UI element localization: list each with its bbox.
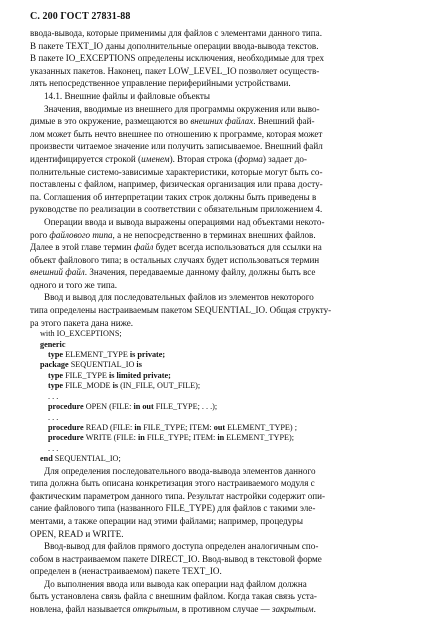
text-line: определен в (ненастраиваемом) пакете TEXT_IO.: [30, 566, 222, 577]
code-line: with IO_EXCEPTIONS;: [40, 329, 122, 339]
text-line: лять непосредственное управление периферийными устройствами.: [30, 78, 291, 89]
text-line: ментами, а также операции над этими файлами; например, процедуры: [30, 515, 303, 526]
code-line: procedure READ (FILE: in FILE_TYPE; ITEM: out ELEMENT_TYPE) ;: [48, 422, 297, 432]
text-line: ра этого пакета дана ниже.: [30, 317, 134, 328]
code-line: procedure WRITE (FILE: in FILE_TYPE; ITEM: in ELEMENT_TYPE);: [48, 433, 295, 443]
paragraph-direct-io: [30, 540, 410, 578]
code-line: type FILE_TYPE is limited private;: [48, 370, 171, 380]
code-line: type FILE_MODE is (IN_FILE, OUT_FILE);: [48, 381, 201, 391]
text-line: OPEN, READ и WRITE.: [30, 528, 124, 539]
text-line: Ввод и вывод для последовательных файлов из элементов некоторого: [44, 292, 314, 303]
paragraph-instantiation: [30, 465, 410, 541]
term-italic: открытым: [132, 604, 178, 615]
code-ellipsis: . . .: [48, 443, 59, 453]
paragraph-external-files: [30, 103, 410, 216]
code-ellipsis: . . .: [48, 391, 59, 401]
term-italic: внешний файл: [30, 267, 85, 278]
term-italic: файлового типа: [49, 229, 113, 240]
text-line: полнительные системо-зависимые характеристики, которые могут быть со-: [30, 166, 323, 177]
text-line: Ввод-вывод для файлов прямого доступа определен аналогичным спо-: [44, 541, 319, 552]
text-line: типа определены настраиваемым пакетом SEQUENTIAL_IO. Общая структу-: [30, 305, 332, 316]
term-italic: закрытым: [272, 604, 314, 615]
text-line: идентифицируется строкой (именем). Вторая строка (форма) задает до-: [30, 153, 307, 164]
text-line: сание файлового типа (названного FILE_TYPE) для файлов с такими эле-: [30, 503, 316, 514]
term-italic: внешних файлах: [190, 116, 254, 127]
text-line: поставлены с файлом, например, физическая организация или права досту-: [30, 179, 323, 190]
text-line: объект файлового типа; в остальных случаях будет использоваться термин: [30, 254, 320, 265]
text-line: димые в это окружение, размещаются во внешних файлах. Внешний фай-: [30, 116, 315, 127]
paragraph-open-close: [30, 578, 410, 616]
code-ellipsis: . . .: [48, 412, 59, 422]
paragraph-sequential-io: [30, 291, 410, 329]
text-line: лом может быть нечто внешнее по отношению к программе, которая может: [30, 128, 323, 139]
text-line: руководстве по реализации в соответствии с обязательным приложением 4.: [30, 204, 323, 215]
text-line: произвести читаемое значение или получить записываемое. Внешний файл: [30, 141, 323, 152]
text-line: собом в настраиваемом пакете DIRECT_IO. Ввод-вывод в текстовой форме: [30, 553, 322, 564]
text-line: рого файлового типа, а не непосредственно в терминах внешних файлов.: [30, 229, 316, 240]
code-line: package SEQUENTIAL_IO is: [40, 360, 142, 370]
text-line: указанных пакетов. Наконец, пакет LOW_LEVEL_IO позволяет осуществ-: [30, 65, 320, 76]
text-line: В пакете TEXT_IO даны дополнительные операции ввода-вывода текстов.: [30, 40, 319, 51]
code-line: procedure OPEN (FILE: in out FILE_TYPE; . . .);: [48, 402, 218, 412]
text-line: внешний файл. Значения, передаваемые данному файлу, должны быть все: [30, 267, 316, 278]
document-page: [30, 10, 410, 616]
text-line: па. Соглашения об интерпретации таких строк должны быть приведены в: [30, 191, 317, 202]
text-line: До выполнения ввода или вывода как операции над файлом должна: [44, 578, 307, 589]
term-italic: именем: [141, 153, 170, 164]
text-line: Операции ввода и вывода выражены операциями над объектами некото-: [44, 216, 325, 227]
code-line: type ELEMENT_TYPE is private;: [48, 350, 166, 360]
text-line: Далее в этой главе термин файл будет всегда использоваться для ссылки на: [30, 242, 322, 253]
code-line: generic: [40, 339, 66, 349]
term-italic: файл: [133, 242, 154, 253]
paragraph-file-objects: [30, 216, 410, 292]
code-listing: [30, 329, 410, 464]
text-line: быть установлена связь файла с внешним файлом. Когда такая связь уста-: [30, 591, 317, 602]
text-line: одного и того же типа.: [30, 279, 118, 290]
text-line: В пакете IO_EXCEPTIONS определены исключения, необходимые для трех: [30, 53, 325, 64]
term-italic: форма: [237, 153, 263, 164]
text-line: Для определения последовательного ввода-вывода элементов данного: [44, 465, 316, 476]
paragraph-intro: [30, 27, 410, 90]
text-line: новлена, файл называется открытым, в противном случае — закрытым.: [30, 604, 316, 615]
text-line: Значения, вводимые из внешнего для программы окружения или выво-: [44, 103, 320, 114]
text-line: ввода-вывода, которые применимы для файлов с элементами данного типа.: [30, 28, 322, 38]
page-header: С. 200 ГОСТ 27831-88: [30, 11, 131, 22]
text-line: фактическим параметром данного типа. Результат настройки содержит опи-: [30, 490, 326, 501]
text-line: типа должна быть описана конкретизация этого настраиваемого модуля с: [30, 478, 315, 489]
section-title: 14.1. Внешние файлы и файловые объекты: [44, 90, 210, 101]
code-line: end SEQUENTIAL_IO;: [40, 454, 121, 464]
